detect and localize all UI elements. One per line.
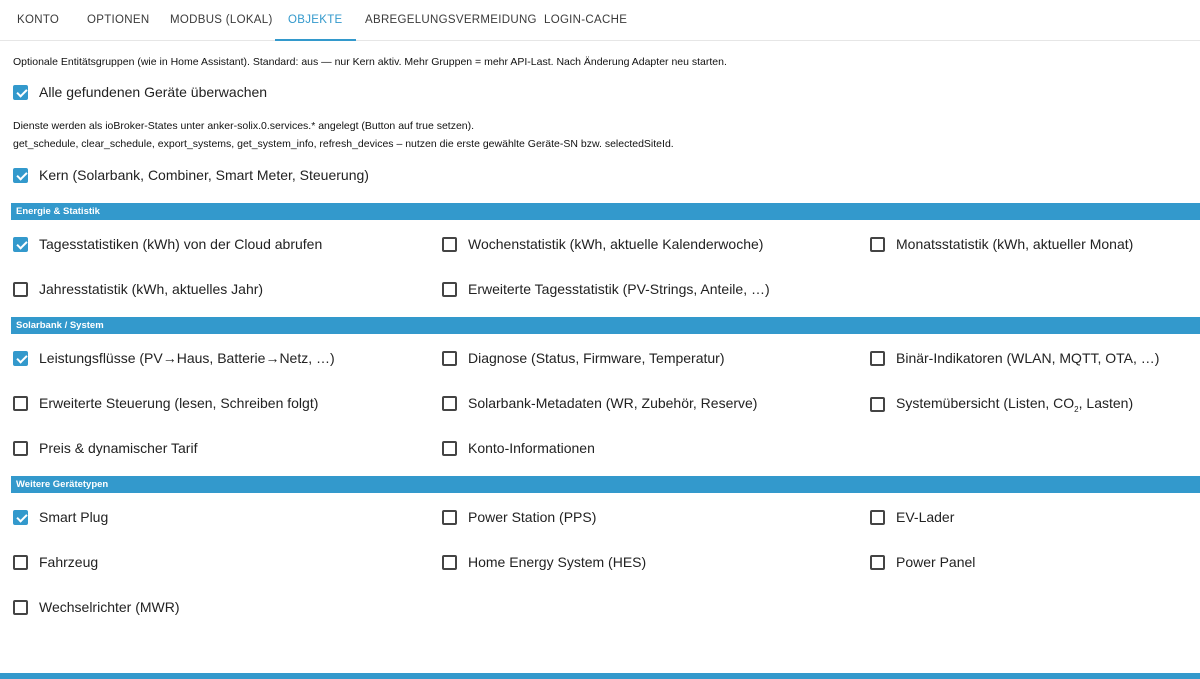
core-checkbox-row[interactable] [13,167,369,183]
checkbox-monthly-stats[interactable] [870,237,885,252]
label-solarbank-metadata: Solarbank-Metadaten (WR, Zubehör, Reserve) [468,395,758,411]
checkbox-row-daily-stats[interactable] [13,236,322,252]
checkbox-row-account-info[interactable] [442,440,595,456]
tab-login-cache[interactable]: LOGIN-CACHE [544,14,628,26]
core-checkbox[interactable] [13,168,28,183]
core-label: Kern (Solarbank, Combiner, Smart Meter, Steuerung) [39,167,369,183]
checkbox-diagnostics[interactable] [442,351,457,366]
label-diagnostics: Diagnose (Status, Firmware, Temperatur) [468,350,725,366]
checkbox-row-monthly-stats[interactable] [870,236,1133,252]
checkbox-row-vehicle[interactable] [13,554,98,570]
checkbox-home-energy-system[interactable] [442,555,457,570]
label-extended-control: Erweiterte Steuerung (lesen, Schreiben folgt) [39,395,319,411]
services-info-line-2: get_schedule, clear_schedule, export_systems, get_system_info, refresh_devices – nutzen die erste gewählte Geräte-SN bzw. selectedSiteId. [13,138,674,150]
checkbox-weekly-stats[interactable] [442,237,457,252]
label-extended-daily-stats: Erweiterte Tagesstatistik (PV-Strings, Anteile, …) [468,281,770,297]
label-system-overview: Systemübersicht (Listen, $CO_2$, Lasten) [896,395,1134,414]
monitor-all-checkbox[interactable] [13,85,28,100]
checkbox-yearly-stats[interactable] [13,282,28,297]
label-power-station: Power Station (PPS) [468,509,597,525]
checkbox-extended-daily-stats[interactable] [442,282,457,297]
label-binary-indicators: Binär-Indikatoren (WLAN, MQTT, OTA, …) [896,350,1160,366]
checkbox-account-info[interactable] [442,441,457,456]
monitor-all-checkbox-row[interactable] [13,84,267,100]
checkbox-row-diagnostics[interactable] [442,350,725,366]
tab-optionen[interactable]: OPTIONEN [87,14,150,26]
checkbox-row-ev-charger[interactable] [870,509,954,525]
intro-text: Optionale Entitätsgruppen (wie in Home Assistant). Standard: aus — nur Kern aktiv. Mehr Gruppen = mehr API-Last. Nach Änderung Adapter neu starten. [13,56,727,68]
checkbox-row-inverter[interactable] [13,599,180,615]
tab-abregelungsvermeidung[interactable]: ABREGELUNGSVERMEIDUNG [365,14,537,26]
label-inverter: Wechselrichter (MWR) [39,599,180,615]
label-price-tariff: Preis & dynamischer Tarif [39,440,198,456]
label-daily-stats: Tagesstatistiken (kWh) von der Cloud abrufen [39,236,323,252]
label-vehicle: Fahrzeug [39,554,99,570]
checkbox-row-weekly-stats[interactable] [442,236,763,252]
label-ev-charger: EV-Lader [896,509,955,525]
tab-modbus[interactable]: MODBUS (LOKAL) [170,14,273,26]
checkbox-row-power-flows[interactable] [13,350,335,366]
checkbox-inverter[interactable] [13,600,28,615]
checkbox-price-tariff[interactable] [13,441,28,456]
label-account-info: Konto-Informationen [468,440,595,456]
checkbox-solarbank-metadata[interactable] [442,396,457,411]
checkbox-row-extended-daily-stats[interactable] [442,281,770,297]
checkbox-row-binary-indicators[interactable] [870,350,1159,366]
section-header-device-types: Weitere Gerätetypen [11,476,1200,493]
checkbox-extended-control[interactable] [13,396,28,411]
checkbox-system-overview[interactable] [870,397,885,412]
label-home-energy-system: Home Energy System (HES) [468,554,647,570]
label-power-panel: Power Panel [896,554,976,570]
checkbox-row-solarbank-metadata[interactable] [442,395,757,411]
checkbox-power-panel[interactable] [870,555,885,570]
checkbox-row-yearly-stats[interactable] [13,281,263,297]
checkbox-row-power-station[interactable] [442,509,596,525]
tab-konto[interactable]: KONTO [17,14,60,26]
section-header-energy: Energie & Statistik [11,203,1200,220]
checkbox-row-smart-plug[interactable] [13,509,108,525]
checkbox-smart-plug[interactable] [13,510,28,525]
checkbox-daily-stats[interactable] [13,237,28,252]
checkbox-row-system-overview[interactable] [870,395,1133,414]
checkbox-row-extended-control[interactable] [13,395,318,411]
label-smart-plug: Smart Plug [39,509,109,525]
checkbox-row-home-energy-system[interactable] [442,554,646,570]
checkbox-ev-charger[interactable] [870,510,885,525]
tab-bar [0,0,1200,41]
tab-objekte[interactable]: OBJEKTE [275,0,356,41]
checkbox-row-price-tariff[interactable] [13,440,197,456]
bottom-accent-bar [0,673,1200,679]
label-power-flows: Leistungsflüsse (PV→Haus, Batterie→Netz, …) [39,350,335,366]
checkbox-binary-indicators[interactable] [870,351,885,366]
label-monthly-stats: Monatsstatistik (kWh, aktueller Monat) [896,236,1134,252]
checkbox-power-flows[interactable] [13,351,28,366]
checkbox-power-station[interactable] [442,510,457,525]
services-info-line-1: Dienste werden als ioBroker-States unter anker-solix.0.services.* angelegt (Button auf true setzen). [13,120,475,132]
label-yearly-stats: Jahresstatistik (kWh, aktuelles Jahr) [39,281,264,297]
monitor-all-label: Alle gefundenen Geräte überwachen [39,84,268,100]
label-weekly-stats: Wochenstatistik (kWh, aktuelle Kalenderwoche) [468,236,764,252]
section-header-solarbank: Solarbank / System [11,317,1200,334]
checkbox-vehicle[interactable] [13,555,28,570]
checkbox-row-power-panel[interactable] [870,554,975,570]
